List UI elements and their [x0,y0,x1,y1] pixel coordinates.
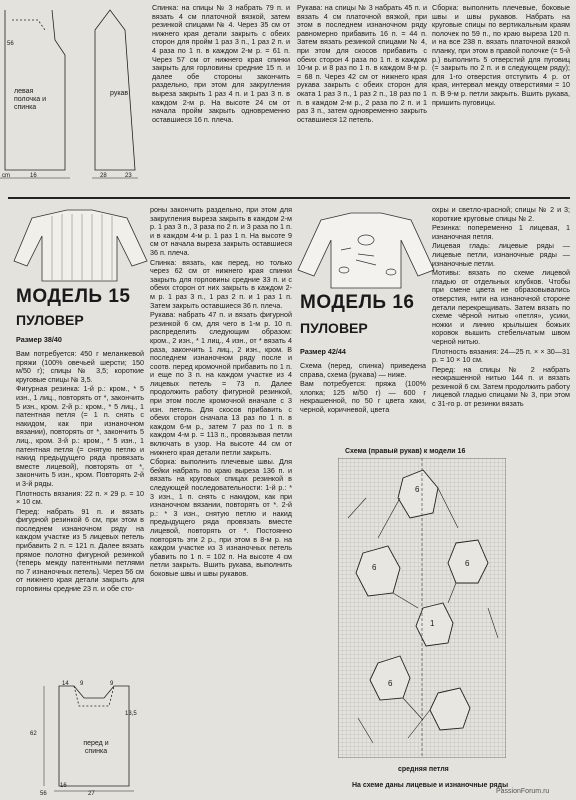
top-column-3: Сборка: выполнить плечевые, боковые швы и швы рукавов. Набрать на круговые спицы по вертикальным краям полочек по 59 п., по краю выреза 120 п. и на все 238 п. вязать платочной вязкой планку, при этом в правой полочке (= 5-й р.) выполнить 5 отверстий для пуговиц (= закрыть по 2 п. и в следующем ряду); для 1-го отверстия отступить 4 р. от края, интервал между отверстиями = 10 п. В 9-м р. петли закрыть. Вшить рукава, пришить пуговицы. [432,4,570,107]
model16-knitting-chart [338,458,506,758]
model16-column-b [432,206,570,436]
diagram-number-4: 23 [125,173,132,179]
top-column-2: Рукава: на спицы № 3 набрать 45 п. и вязать 4 см платочной вязкой, при этом в последнем изнаночном ряду равномерно прибавить 16 п. = 44 п. Затем вязать резинкой спицами № 4, при этом для скосов прибавить с обеих сторон 4 раза по 1 п. в каждом 10-м р. и 8 раз по 1 п. в каждом 8-м р. = 68 п. Через 42 см от нижнего края рукава закрыть с обеих сторон для оката 1 раз 3 п., 1 раз 2 п., 18 раз по 1 п. в каждом 2-м р., 2 раза по 2 п. и 1 раз 3 п., затем одновременно закрыть оставшиеся 12 петель. [297,4,427,124]
model16-column-a [300,362,426,442]
model15-schematic-number-7: 27 [88,791,95,797]
top-divider [8,197,570,199]
model16-sweater-illustration [296,210,436,290]
model15-neck: роны закончить раздельно, при этом для закругления выреза закрыть в каждом 2-м р. 1 раз 3 п., 3 раза по 2 п. и 3 раза по 1 п. и в каждом 4-м р. 1 раз 1 п. На высоте 9 см от начала выреза закрыть оставшиеся 36 п. плеча. [150,206,292,257]
model15-schematic [4,676,148,796]
model15-schematic-number-3: 9 [110,681,114,687]
model16-front: Перед: на спицы № 2 набрать неокрашенной нитью 144 п. и вязать резинкой 6 см. Затем продолжить работу лицевой гладью спицами № 3, при этом с 31-го р. от резинки вязать [432,364,570,409]
model16-chart-title: Схема (правый рукав) к модели 16 [345,448,466,455]
model15-sweater-illustration [12,206,152,284]
front-back-label: левая полочка и спинка [14,88,47,111]
model15-schematic-number-6: 16 [60,783,67,789]
model16-scheme-note: Схема (перед, спинка) приведена справа, схема (рукава) — ниже. [300,362,426,379]
model15-assembly: Сборка: выполнить плечевые швы. Для бейки набрать по краю выреза 136 п. и вязать на круговых спицах резинкой в следующей последовательности: 1-й р.: * 3 изн., 1 п. снять с накидом, как при изнаночном вязании, повторять от *. 2-й р.: * 3 изн., снятую петлю и накид предыдущего ряда провязать вместе лицевой, повторять от *. Постоянно повторять эти 2 р., при этом в 8-м р. на каждом участке из 3 изнаночных петель убавить по 1 п. = 102 п. На высоте 4 см петли закрыть. Вшить рукава, выполнить боковые швы и швы рукавов. [150,457,292,578]
model15-schematic-number-2: 9 [80,681,84,687]
chart-motif-number-2: 6 [372,564,377,572]
model15-materials: Вам потребуется: 450 г меланжевой пряжи (100% овечьей шерсти; 150 м/50 г); спицы № 3,5; короткие круговые спицы № 3,5. [16,350,144,384]
model15-column-a [16,350,144,672]
model16-subtitle: ПУЛОВЕР [300,320,368,336]
diagram-unit: cm [2,173,10,179]
model16-materials-cont: охры и светло-красной; спицы № 2 и 3; короткие круговые спицы № 2. [432,206,570,223]
model15-subtitle: ПУЛОВЕР [16,312,84,328]
model15-back: Спинка: вязать, как перед, но только через 62 см от нижнего края спинки закрыть для горловины средние 33 п. и с обеих сторон от них закрыть в каждом 2-м р. 1 раз 3 п., 1 раз 2 п. и 1 раз 1 п. Затем закрыть оставшиеся 36 п. плеча. [150,257,292,310]
middle-stitch-label: средняя петля [398,766,449,773]
model15-rib-pattern: Фигурная резинка: 1-й р.: кром., * 5 изн., 1 лиц., повторять от *, закончить 5 изн., кром. 2-й р.: кром., * 5 лиц., 1 патентная петля (= 1 п. снять с накидом, как при изнаночном вязании), повторять от *, закончить 5 лиц., кром. 3-й р.: кром., * 5 изн., 1 патентная петля (= снятую петлю и накид предыдущего ряда провязать вместе лицевой), повторять от *, закончить 5 изн., кром. Повторять 2-й и 3-й ряды. [16,384,144,488]
model16-stockinette: Лицевая гладь: лицевые ряды — лицевые петли, изнаночные ряды — изнаночные петли. [432,241,570,268]
chart-motif-number-3: 6 [465,560,470,568]
sleeve-label: рукав [110,90,129,97]
top-column-1: Спинка: на спицы № 3 набрать 79 п. и вязать 4 см платочной вязкой, затем резинкой спицами № 4. Через 35 см от нижнего края детали закрыть с обеих сторон для пройм 1 раз 3 п., 1 раз 2 п. и 4 раза по 1 п. в каждом 2-м р. = 61 п. Через 57 см от нижнего края спинки закрыть для горловины средние 15 п. и далее обе стороны закончить раздельно, при этом для закругления выреза закрыть 1 раз 4 п. и 1 раз 3 п. в каждом 2-м р. На высоте 24 см от начала пройм закрыть одновременно оставшиеся 16 п. плеча. [152,4,290,124]
model16-materials: Вам потребуется: пряжа (100% хлопка; 125 м/50 г) — 600 г некрашенной, по 50 г цвета хаки, черной, коричневой, цвета [300,379,426,414]
model15-schematic-number-1: 62 [30,731,37,737]
watermark: PassionForum.ru [496,788,550,795]
model15-schematic-number-5: 13,5 [125,711,137,717]
diagram-number-1: 56 [7,41,14,47]
chart-motif-number-4: 1 [430,620,435,628]
model15-column-b [150,206,292,796]
model16-rib: Резинка: попеременно 1 лицевая, 1 изнаночная петля. [432,223,570,241]
model16-size: Размер 42/44 [300,348,346,356]
model16-motifs: Мотивы: вязать по схеме лицевой гладью от отдельных клубков. Чтобы при смене цвета не образовывались отверстия, нити на изнаночной стороне детали перекрещивать. Затем вязать по схеме чёрной нитью «петля», усики, ножки и линию крылышек божьих коровок вышить стебельчатым швом черной нитью. [432,268,570,346]
model15-front: Перед: набрать 91 п. и вязать фигурной резинкой 6 см, при этом в последнем изнаночном ряду на каждом участке из 5 лицевых петель прибавить 2 п. = 121 п. Далее вязать прямое полотно фигурной резинкой (теперь между патентными петлями по 7 изнаночных петель). Через 56 см от нижнего края детали закрыть для горловины средние 23 п. и обе сто- [16,506,144,594]
model16-gauge: Плотность вязания: 24—25 п. × × 30—31 р. = 10 × 10 см. [432,346,570,365]
diagram-number-2: 16 [30,173,37,179]
model15-schematic-label: перед и спинка [83,740,109,755]
chart-motif-number-5: 6 [388,680,393,688]
diagram-number-3: 28 [100,173,107,179]
chart-footer-note: На схеме даны лицевые и изнаночные ряды [352,782,509,789]
model15-sleeves: Рукава: набрать 47 п. и вязать фигурной резинкой 6 см, для чего в 1-м р. 10 п. распределить следующим образом: кром., 2 изн., * 1 лиц., 4 изн., от * вязать 4 раза, закончить 1 лиц., 2 изн., кром. В последнем изнаночном ряду после и соотв. перед кромочной прибавить по 1 п. и еще по 3 п. на каждом участке из 4 лицевых петель = 73 п. Далее продолжить работу фигурной резинкой, при этом после кромочной вначале с 3 изн. петель. Для скосов прибавить с обеих сторон сначала 13 раз по 1 п. в каждом 6-м р., затем 7 раз по 1 п. в каждом 4-м р. = 113 п., провязывая петли включать в узор. На высоте 44 см от нижнего края детали петли закрыть. [150,310,292,457]
chart-motif-number-1: 6 [415,486,420,494]
model15-title: МОДЕЛЬ 15 [16,286,131,307]
model16-title: МОДЕЛЬ 16 [300,292,415,313]
model15-schematic-number-4: 14 [62,681,69,687]
model15-size: Размер 38/40 [16,336,62,344]
model15-schematic-number-8: 56 [40,791,47,797]
model15-gauge: Плотность вязания: 22 п. × 29 р. = 10 × 10 см. [16,488,144,507]
